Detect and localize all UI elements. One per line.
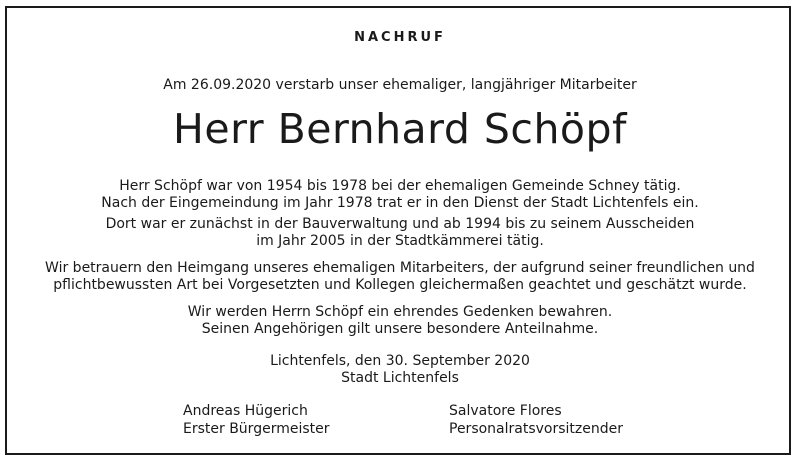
paragraph-service — [0, 216, 800, 250]
paragraph-line: Wir betrauern den Heimgang unseres ehemaligen Mitarbeiters, der aufgrund seiner freundlichen und — [45, 260, 755, 276]
place-date-block — [0, 353, 800, 387]
signatory-title: Erster Bürgermeister — [183, 421, 330, 437]
issuer: Stadt Lichtenfels — [341, 370, 459, 386]
signatory-council-chair — [449, 402, 623, 438]
paragraph-remembrance — [0, 304, 800, 338]
paragraph-mourning — [0, 260, 800, 294]
signatory-mayor — [183, 402, 330, 438]
notice-heading: NACHRUF — [354, 30, 446, 45]
signatory-name: Salvatore Flores — [449, 403, 562, 419]
paragraph-line: Nach der Eingemeindung im Jahr 1978 trat er in den Dienst der Stadt Lichtenfels ein. — [101, 195, 699, 211]
signatory-name: Andreas Hügerich — [183, 403, 308, 419]
signatory-title: Personalratsvorsitzender — [449, 421, 624, 437]
paragraph-line: Seinen Angehörigen gilt unsere besondere Anteilnahme. — [201, 321, 599, 337]
paragraph-line: Wir werden Herrn Schöpf ein ehrendes Gedenken bewahren. — [187, 304, 613, 320]
deceased-name: Herr Bernhard Schöpf — [173, 105, 627, 153]
paragraph-career — [0, 178, 800, 212]
paragraph-line: pflichtbewussten Art bei Vorgesetzten und Kollegen gleichermaßen geachtet und geschätzt wurde. — [53, 277, 747, 293]
place-date: Lichtenfels, den 30. September 2020 — [270, 353, 530, 369]
paragraph-line: Dort war er zunächst in der Bauverwaltung und ab 1994 bis zu seinem Ausscheiden — [105, 216, 695, 232]
paragraph-line: Herr Schöpf war von 1954 bis 1978 bei der ehemaligen Gemeinde Schney tätig. — [119, 178, 681, 194]
intro-line: Am 26.09.2020 verstarb unser ehemaliger, langjähriger Mitarbeiter — [163, 77, 637, 93]
paragraph-line: im Jahr 2005 in der Stadtkämmerei tätig. — [256, 233, 544, 249]
